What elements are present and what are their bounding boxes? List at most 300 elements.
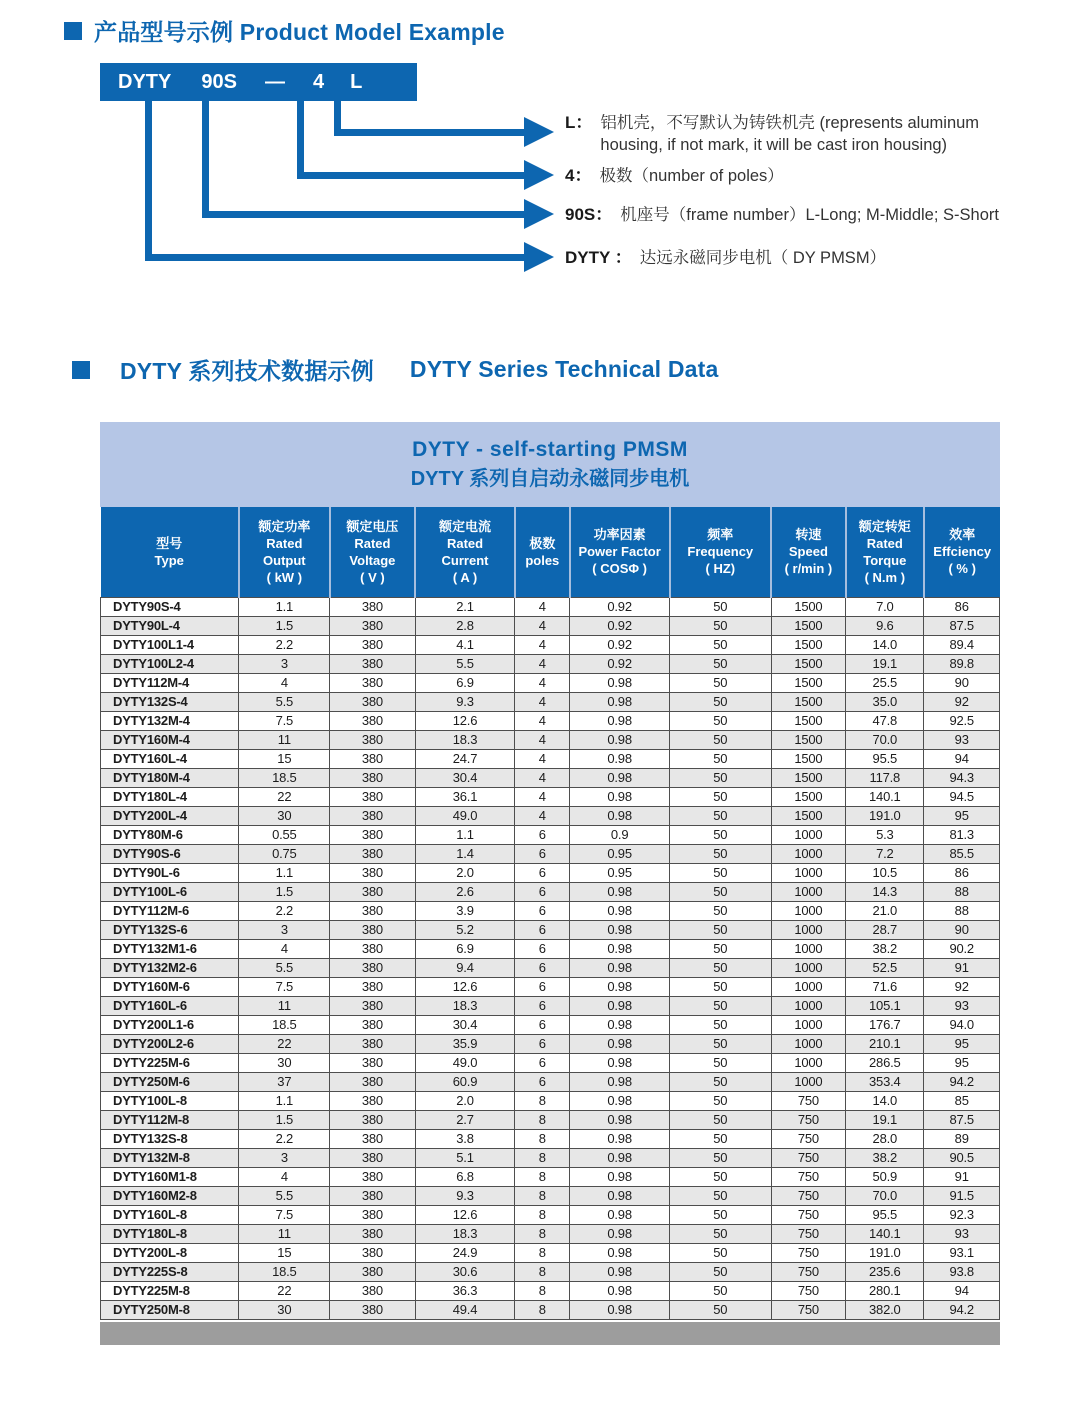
value-cell: 4 [239,673,330,692]
value-cell: 24.9 [415,1243,515,1262]
value-cell: 1.1 [239,1091,330,1110]
value-cell: 0.98 [570,1091,670,1110]
value-cell: 1000 [771,901,846,920]
table-row [101,920,1000,939]
value-cell: 380 [330,1281,415,1300]
value-cell: 50 [670,1072,772,1091]
model-cell: DYTY180L-4 [101,787,239,806]
value-cell: 50 [670,597,772,616]
value-cell: 1000 [771,1072,846,1091]
value-cell: 71.6 [846,977,924,996]
value-cell: 94.3 [924,768,1000,787]
model-cell: DYTY132S-6 [101,920,239,939]
value-cell: 0.98 [570,1281,670,1300]
callout-frame [565,204,1045,226]
model-cell: DYTY112M-6 [101,901,239,920]
table-row [101,996,1000,1015]
connector-line [334,129,524,136]
value-cell: 1500 [771,673,846,692]
value-cell: 8 [515,1224,570,1243]
value-cell: 88 [924,882,1000,901]
connector-line [202,211,524,218]
value-cell: 95 [924,806,1000,825]
value-cell: 4 [515,616,570,635]
value-cell: 94.5 [924,787,1000,806]
value-cell: 2.7 [415,1110,515,1129]
value-cell: 2.8 [415,616,515,635]
value-cell: 1500 [771,654,846,673]
column-header: 效率 Effciency ( % ) [924,507,1000,597]
value-cell: 191.0 [846,806,924,825]
table-title-zh: DYTY 系列自启动永磁同步电机 [410,468,690,490]
model-cell: DYTY112M-8 [101,1110,239,1129]
column-header: 转速 Speed ( r/min ) [771,507,846,597]
value-cell: 50 [670,1129,772,1148]
value-cell: 0.98 [570,673,670,692]
value-cell: 1500 [771,635,846,654]
value-cell: 0.98 [570,958,670,977]
value-cell: 8 [515,1300,570,1319]
value-cell: 380 [330,825,415,844]
value-cell: 5.5 [239,1186,330,1205]
value-cell: 50 [670,882,772,901]
value-cell: 2.6 [415,882,515,901]
value-cell: 0.98 [570,1300,670,1319]
value-cell: 50 [670,901,772,920]
value-cell: 1500 [771,749,846,768]
callout-text: 极数（number of poles） [599,167,784,185]
value-cell: 750 [771,1167,846,1186]
value-cell: 8 [515,1167,570,1186]
value-cell: 6 [515,825,570,844]
value-cell: 0.98 [570,730,670,749]
table-row [101,1091,1000,1110]
value-cell: 50 [670,749,772,768]
value-cell: 7.5 [239,977,330,996]
value-cell: 380 [330,616,415,635]
model-cell: DYTY250M-8 [101,1300,239,1319]
table-row [101,977,1000,996]
value-cell: 2.1 [415,597,515,616]
value-cell: 47.8 [846,711,924,730]
value-cell: 1500 [771,711,846,730]
value-cell: 95 [924,1034,1000,1053]
value-cell: 1500 [771,806,846,825]
value-cell: 22 [239,1281,330,1300]
value-cell: 92.3 [924,1205,1000,1224]
column-header: 额定功率 Rated Output ( kW ) [239,507,330,597]
value-cell: 0.98 [570,1262,670,1281]
value-cell: 1.4 [415,844,515,863]
table-row [101,749,1000,768]
value-cell: 18.3 [415,996,515,1015]
model-cell: DYTY100L2-4 [101,654,239,673]
table-row [101,1148,1000,1167]
value-cell: 8 [515,1110,570,1129]
value-cell: 380 [330,768,415,787]
value-cell: 140.1 [846,1224,924,1243]
value-cell: 8 [515,1186,570,1205]
value-cell: 38.2 [846,939,924,958]
value-cell: 380 [330,939,415,958]
value-cell: 750 [771,1205,846,1224]
value-cell: 2.2 [239,635,330,654]
value-cell: 30.6 [415,1262,515,1281]
value-cell: 4 [515,711,570,730]
model-cell: DYTY160M2-8 [101,1186,239,1205]
value-cell: 50 [670,635,772,654]
value-cell: 9.3 [415,1186,515,1205]
value-cell: 50 [670,1034,772,1053]
value-cell: 50 [670,958,772,977]
table-row [101,1167,1000,1186]
value-cell: 85.5 [924,844,1000,863]
value-cell: 380 [330,996,415,1015]
value-cell: 380 [330,787,415,806]
value-cell: 5.5 [239,692,330,711]
value-cell: 91.5 [924,1186,1000,1205]
value-cell: 380 [330,654,415,673]
value-cell: 49.0 [415,1053,515,1072]
column-header: 功率因素 Power Factor ( COSΦ ) [570,507,670,597]
value-cell: 380 [330,1186,415,1205]
value-cell: 7.0 [846,597,924,616]
model-cell: DYTY90L-4 [101,616,239,635]
value-cell: 1500 [771,730,846,749]
value-cell: 4 [515,768,570,787]
value-cell: 14.3 [846,882,924,901]
value-cell: 28.7 [846,920,924,939]
value-cell: 35.9 [415,1034,515,1053]
value-cell: 1000 [771,882,846,901]
value-cell: 0.98 [570,1129,670,1148]
value-cell: 91 [924,1167,1000,1186]
value-cell: 380 [330,958,415,977]
value-cell: 95 [924,1053,1000,1072]
value-cell: 94 [924,1281,1000,1300]
value-cell: 50 [670,1148,772,1167]
connector-line [297,172,524,179]
value-cell: 50 [670,806,772,825]
value-cell: 5.2 [415,920,515,939]
value-cell: 1500 [771,692,846,711]
value-cell: 49.4 [415,1300,515,1319]
value-cell: 105.1 [846,996,924,1015]
value-cell: 380 [330,711,415,730]
value-cell: 0.92 [570,635,670,654]
value-cell: 380 [330,844,415,863]
value-cell: 380 [330,977,415,996]
callout-prefix: L： [565,113,593,132]
table-row [101,939,1000,958]
model-cell: DYTY132M-8 [101,1148,239,1167]
value-cell: 87.5 [924,1110,1000,1129]
value-cell: 1.1 [239,863,330,882]
value-cell: 750 [771,1243,846,1262]
value-cell: 750 [771,1281,846,1300]
table-title-band [100,422,1000,507]
value-cell: 86 [924,597,1000,616]
value-cell: 3.9 [415,901,515,920]
value-cell: 4 [515,787,570,806]
table-title-en: DYTY - self-starting PMSM [412,438,688,461]
table-row [101,825,1000,844]
table-row [101,768,1000,787]
value-cell: 94 [924,749,1000,768]
model-cell: DYTY200L-4 [101,806,239,825]
value-cell: 50 [670,1167,772,1186]
arrow-right-icon [524,160,554,190]
model-cell: DYTY100L1-4 [101,635,239,654]
value-cell: 380 [330,1015,415,1034]
value-cell: 6.9 [415,939,515,958]
model-cell: DYTY132M2-6 [101,958,239,977]
model-cell: DYTY160L-8 [101,1205,239,1224]
value-cell: 50 [670,996,772,1015]
table-row [101,1224,1000,1243]
value-cell: 50 [670,920,772,939]
table-row [101,787,1000,806]
table-row [101,1053,1000,1072]
value-cell: 50 [670,787,772,806]
value-cell: 70.0 [846,1186,924,1205]
arrow-right-icon [524,117,554,147]
value-cell: 750 [771,1110,846,1129]
value-cell: 93.1 [924,1243,1000,1262]
arrow-right-icon [524,242,554,272]
value-cell: 1000 [771,825,846,844]
value-cell: 380 [330,1262,415,1281]
model-cell: DYTY80M-6 [101,825,239,844]
value-cell: 380 [330,806,415,825]
callout-series [565,247,1045,269]
value-cell: 2.2 [239,901,330,920]
column-header: 极数 poles [515,507,570,597]
value-cell: 49.0 [415,806,515,825]
value-cell: 191.0 [846,1243,924,1262]
table-body [101,597,1000,1319]
value-cell: 92 [924,977,1000,996]
value-cell: 176.7 [846,1015,924,1034]
value-cell: 87.5 [924,616,1000,635]
value-cell: 0.75 [239,844,330,863]
model-cell: DYTY90S-6 [101,844,239,863]
value-cell: 380 [330,1205,415,1224]
value-cell: 8 [515,1281,570,1300]
table-row [101,654,1000,673]
section2-title-zh: DYTY 系列技术数据示例 [120,358,374,384]
value-cell: 380 [330,730,415,749]
value-cell: 18.3 [415,730,515,749]
callout-text: 达远永磁同步电机（ DY PMSM） [639,249,887,267]
value-cell: 6.9 [415,673,515,692]
table-row [101,1205,1000,1224]
value-cell: 1500 [771,787,846,806]
value-cell: 0.98 [570,806,670,825]
value-cell: 6 [515,1072,570,1091]
value-cell: 6 [515,844,570,863]
value-cell: 3 [239,1148,330,1167]
value-cell: 4 [515,635,570,654]
value-cell: 286.5 [846,1053,924,1072]
value-cell: 28.0 [846,1129,924,1148]
value-cell: 11 [239,730,330,749]
table-row [101,730,1000,749]
value-cell: 1000 [771,844,846,863]
value-cell: 50 [670,1224,772,1243]
value-cell: 380 [330,920,415,939]
section1-header [64,14,505,47]
model-cell: DYTY250M-6 [101,1072,239,1091]
value-cell: 4 [515,730,570,749]
value-cell: 380 [330,1110,415,1129]
value-cell: 380 [330,1224,415,1243]
value-cell: 92 [924,692,1000,711]
value-cell: 0.9 [570,825,670,844]
value-cell: 4 [515,654,570,673]
value-cell: 0.98 [570,1053,670,1072]
value-cell: 9.4 [415,958,515,977]
table-row [101,844,1000,863]
table-row [101,1129,1000,1148]
value-cell: 1.5 [239,882,330,901]
model-cell: DYTY180L-8 [101,1224,239,1243]
model-cell: DYTY160M1-8 [101,1167,239,1186]
value-cell: 380 [330,882,415,901]
column-header: 额定电压 Rated Voltage ( V ) [330,507,415,597]
value-cell: 1000 [771,1053,846,1072]
model-number-box [100,63,417,101]
value-cell: 1500 [771,616,846,635]
value-cell: 4.1 [415,635,515,654]
value-cell: 50 [670,1205,772,1224]
value-cell: 1000 [771,1015,846,1034]
value-cell: 8 [515,1205,570,1224]
value-cell: 37 [239,1072,330,1091]
table-row [101,901,1000,920]
value-cell: 6 [515,958,570,977]
value-cell: 50 [670,768,772,787]
value-cell: 94.2 [924,1072,1000,1091]
value-cell: 50 [670,1243,772,1262]
value-cell: 50 [670,939,772,958]
model-cell: DYTY200L2-6 [101,1034,239,1053]
connector-line [145,254,524,261]
value-cell: 15 [239,1243,330,1262]
value-cell: 380 [330,1167,415,1186]
value-cell: 750 [771,1186,846,1205]
value-cell: 50 [670,844,772,863]
value-cell: 50 [670,711,772,730]
value-cell: 0.98 [570,920,670,939]
value-cell: 0.98 [570,882,670,901]
callout-text: 铝机壳，不写默认为铸铁机壳 (represents aluminum housing, if not mark, it will be cast iron housing) [600,114,980,154]
value-cell: 18.5 [239,1015,330,1034]
value-cell: 70.0 [846,730,924,749]
value-cell: 0.98 [570,749,670,768]
table-footer-bar [100,1322,1000,1345]
value-cell: 35.0 [846,692,924,711]
value-cell: 750 [771,1091,846,1110]
value-cell: 50 [670,1186,772,1205]
value-cell: 0.98 [570,1224,670,1243]
value-cell: 21.0 [846,901,924,920]
value-cell: 90 [924,920,1000,939]
technical-table [100,507,1000,1320]
value-cell: 60.9 [415,1072,515,1091]
value-cell: 0.98 [570,1034,670,1053]
value-cell: 0.98 [570,1072,670,1091]
callout-prefix: 90S： [565,205,613,224]
value-cell: 50 [670,1262,772,1281]
model-part-dash: — [264,70,285,93]
value-cell: 0.98 [570,692,670,711]
value-cell: 235.6 [846,1262,924,1281]
table-row [101,1281,1000,1300]
value-cell: 50 [670,1110,772,1129]
value-cell: 0.92 [570,654,670,673]
value-cell: 93 [924,730,1000,749]
value-cell: 1.5 [239,616,330,635]
connector-line [145,100,152,261]
value-cell: 89.8 [924,654,1000,673]
value-cell: 4 [515,806,570,825]
value-cell: 0.92 [570,597,670,616]
model-cell: DYTY225S-8 [101,1262,239,1281]
model-cell: DYTY90S-4 [101,597,239,616]
value-cell: 380 [330,749,415,768]
column-header: 型号 Type [101,507,239,597]
value-cell: 12.6 [415,711,515,730]
value-cell: 24.7 [415,749,515,768]
value-cell: 0.95 [570,844,670,863]
value-cell: 8 [515,1091,570,1110]
model-cell: DYTY160M-6 [101,977,239,996]
table-row [101,616,1000,635]
model-part-poles: 4 [312,70,325,93]
value-cell: 30.4 [415,768,515,787]
value-cell: 380 [330,635,415,654]
value-cell: 14.0 [846,1091,924,1110]
model-cell: DYTY200L-8 [101,1243,239,1262]
value-cell: 1000 [771,1034,846,1053]
value-cell: 50 [670,1015,772,1034]
value-cell: 89 [924,1129,1000,1148]
value-cell: 1000 [771,863,846,882]
value-cell: 1.5 [239,1110,330,1129]
value-cell: 6 [515,1015,570,1034]
value-cell: 38.2 [846,1148,924,1167]
value-cell: 3 [239,654,330,673]
table-row [101,673,1000,692]
model-cell: DYTY225M-6 [101,1053,239,1072]
value-cell: 50.9 [846,1167,924,1186]
value-cell: 750 [771,1300,846,1319]
table-row [101,1262,1000,1281]
table-row [101,958,1000,977]
value-cell: 750 [771,1148,846,1167]
value-cell: 85 [924,1091,1000,1110]
value-cell: 50 [670,1300,772,1319]
value-cell: 89.4 [924,635,1000,654]
value-cell: 95.5 [846,1205,924,1224]
value-cell: 0.55 [239,825,330,844]
table-row [101,1186,1000,1205]
model-cell: DYTY160M-4 [101,730,239,749]
value-cell: 4 [515,673,570,692]
value-cell: 6 [515,863,570,882]
section-bullet-square-icon [72,361,90,379]
